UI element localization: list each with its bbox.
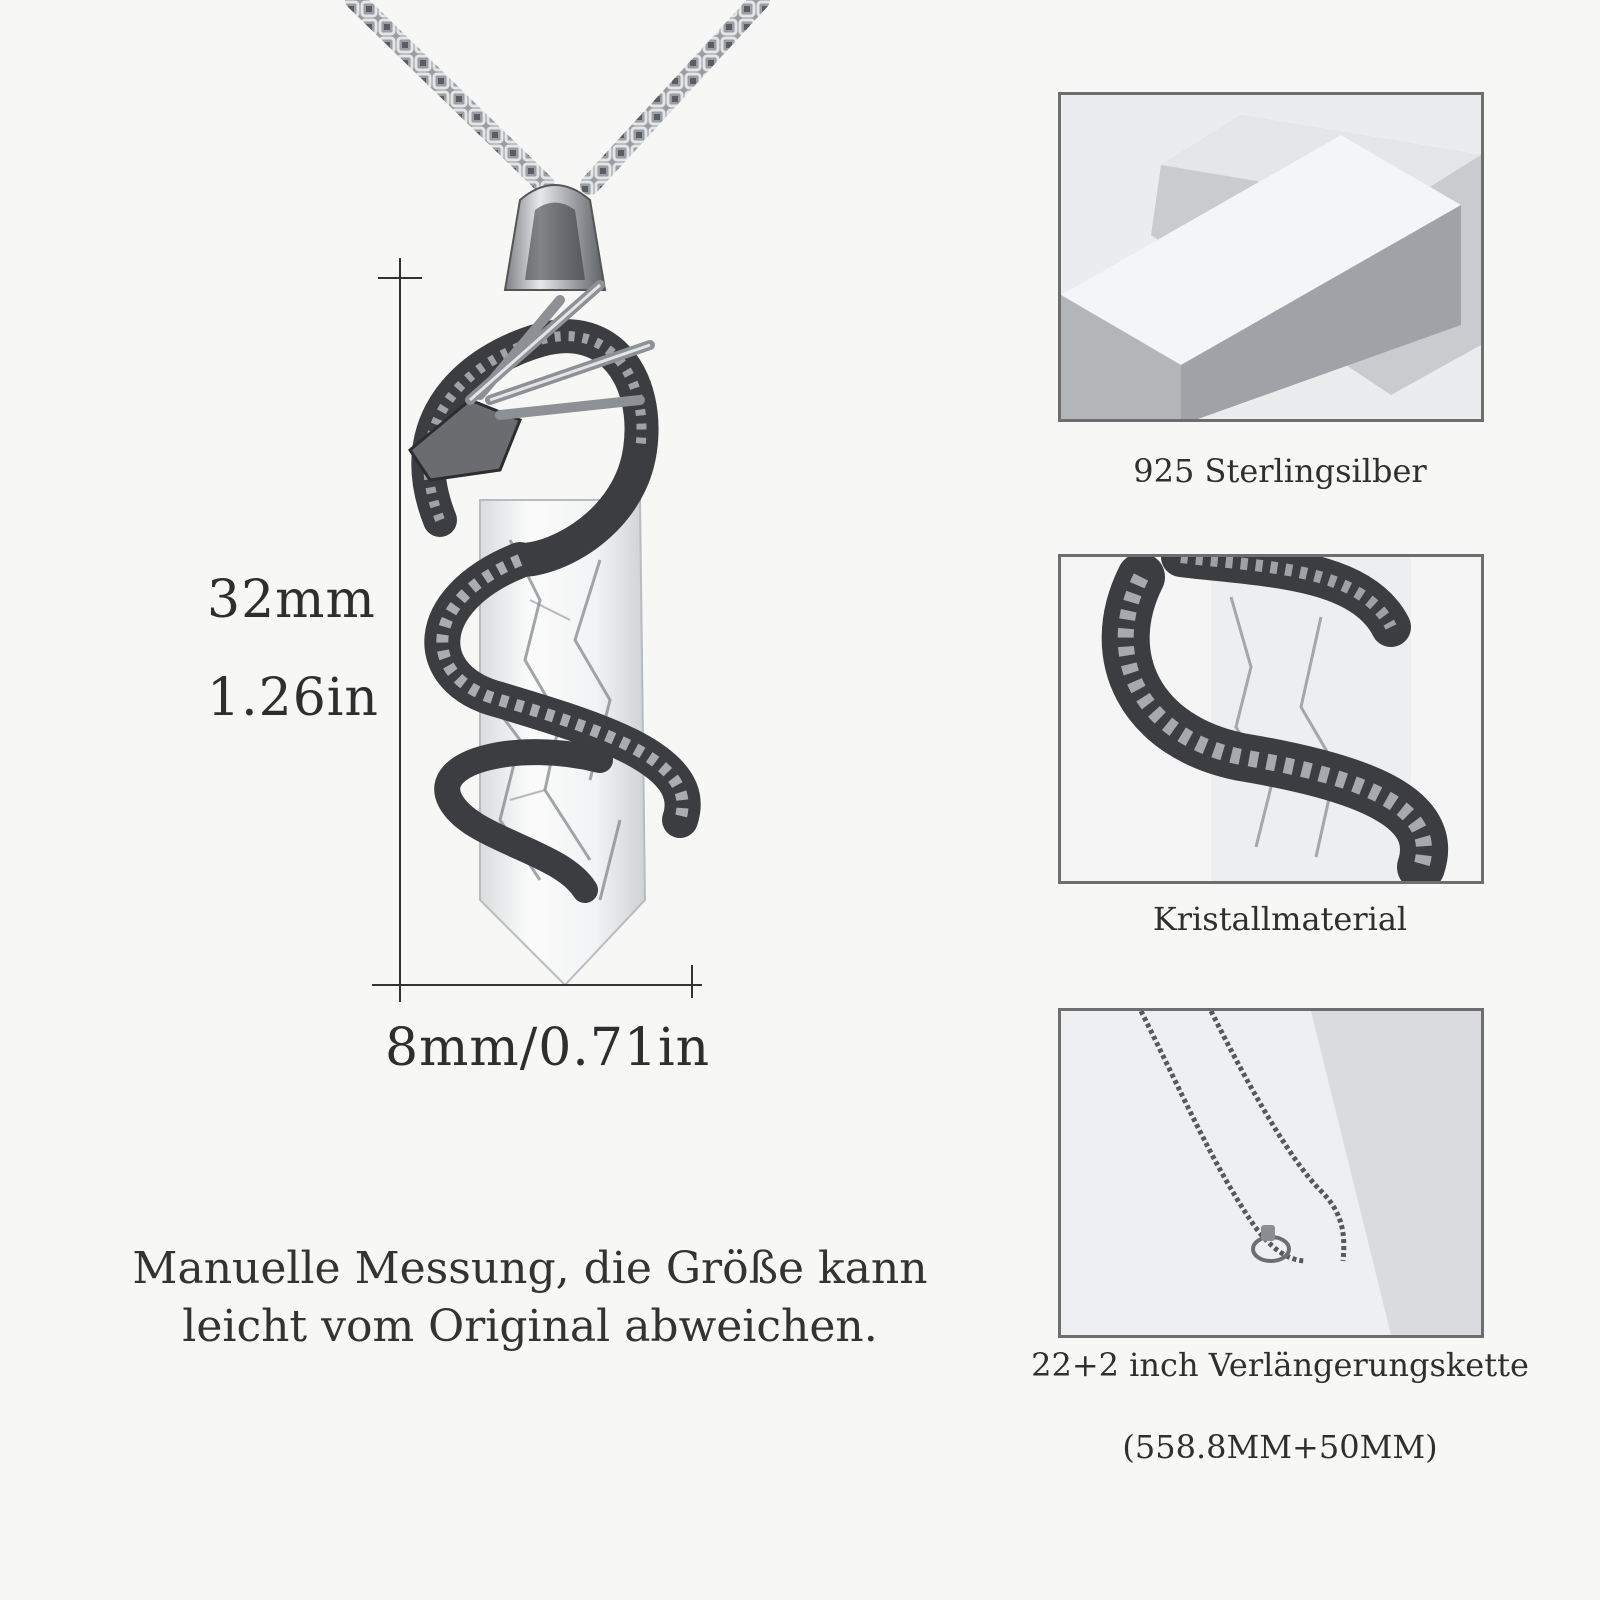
crystal-dragon-icon <box>1061 557 1481 881</box>
height-measure-line <box>378 258 422 1002</box>
feature-sublabel-chain: (558.8MM+50MM) <box>1122 1428 1438 1466</box>
width-label: 8mm/0.71in <box>385 1018 711 1078</box>
feature-panel-chain <box>1058 1008 1484 1338</box>
chain-icon <box>1061 1011 1481 1335</box>
height-mm-label: 32mm <box>207 570 376 630</box>
measurement-note <box>60 1240 1000 1356</box>
height-in-label: 1.26in <box>207 668 379 728</box>
width-measure-line <box>372 965 702 998</box>
feature-label-crystal: Kristallmaterial <box>1152 900 1408 938</box>
feature-label-silver: 925 Sterlingsilber <box>1133 452 1427 490</box>
silver-bars-icon <box>1061 95 1481 419</box>
note-line-1: Manuelle Messung, die Größe kann <box>132 1243 928 1294</box>
necklace-chain <box>355 0 760 185</box>
feature-panel-crystal <box>1058 554 1484 884</box>
note-line-2: leicht vom Original abweichen. <box>182 1301 878 1352</box>
feature-label-chain: 22+2 inch Verlängerungskette <box>1031 1346 1529 1384</box>
feature-panel-silver <box>1058 92 1484 422</box>
pendant-bail <box>505 185 605 290</box>
